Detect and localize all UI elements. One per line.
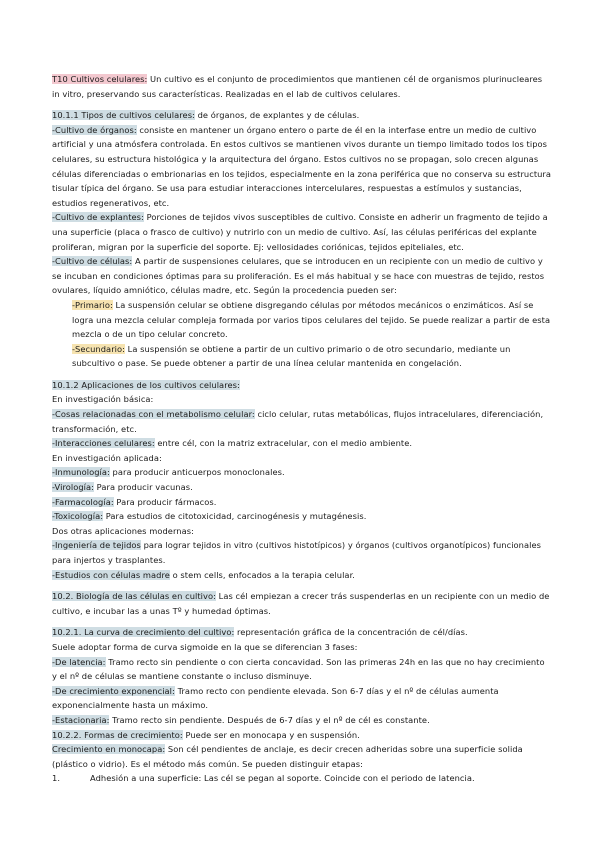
farmacologia-item: [52, 495, 552, 510]
monocapa-paragraph: [52, 742, 552, 771]
etapa-1-number: 1.: [52, 773, 61, 784]
etapa-1-text: Adhesión a una superficie: Las cél se pegan al soporte. Coincide con el periodo de latencia.: [90, 773, 475, 784]
section-1012-heading: [52, 378, 552, 393]
fase-estacionaria-item: [52, 713, 552, 728]
metabolismo-term: -Cosas relacionadas con el metabolismo celular:: [52, 409, 255, 420]
farmacologia-term: -Farmacología:: [52, 496, 114, 507]
farmacologia-text: Para producir fármacos.: [113, 496, 217, 507]
investigacion-aplicada: En investigación aplicada:: [52, 452, 162, 463]
cultivo-explantes-paragraph: [52, 210, 552, 254]
intro-text: Un cultivo es el conjunto de procedimientos que mantienen cél de organismos plurinucleares in vitro, preservando sus características. Realizadas en el lab de cultivos celulares.: [52, 74, 543, 99]
section-1011-subtitle: de órganos, de explantes y de células.: [194, 110, 360, 121]
cultivo-celulas-term: -Cultivo de células:: [52, 256, 133, 267]
fase-exponencial-term: -De crecimiento exponencial:: [52, 685, 175, 696]
investigacion-basica: En investigación básica:: [52, 394, 154, 405]
inmunologia-text: para producir anticuerpos monoclonales.: [109, 467, 285, 478]
etapa-1-item: [52, 771, 552, 786]
section-1011-heading: [52, 108, 552, 123]
cultivo-celulas-paragraph: [52, 254, 552, 298]
ingenieria-item: [52, 538, 552, 567]
fase-latencia-term: -De latencia:: [52, 656, 106, 667]
section-1021-title: 10.2.1. La curva de crecimiento del cultivo:: [52, 627, 235, 638]
interacciones-text: entre cél, con la matriz extracelular, con el medio ambiente.: [154, 438, 413, 449]
fase-estacionaria-term: -Estacionaria:: [52, 714, 110, 725]
section-102-paragraph: [52, 589, 552, 618]
section-102-title: 10.2. Biología de las células en cultivo:: [52, 591, 216, 602]
virologia-item: [52, 480, 552, 495]
toxicologia-term: -Toxicología:: [52, 511, 104, 522]
section-1021-heading: [52, 625, 552, 640]
primario-paragraph: [52, 298, 552, 342]
ingenieria-text: para lograr tejidos in vitro (cultivos histotípicos) y órganos (cultivos organotípicos) funcionales para injertos y trasplantes.: [52, 540, 542, 565]
celulas-madre-term: -Estudios con células madre: [52, 569, 170, 580]
cultivo-organos-text: consiste en mantener un órgano entero o parte de él en la interfase entre un medio de cultivo artificial y una atmósfera controlada. En estos cultivos se mantienen vivos durante un tiempo limitado todos los tipos celulares, su estructura histológica y la arquitectura del órgano. Estos cultivos no se propagan, solo crecen algunas células diferenciadas o embrionarias en los tejidos, especialmente en la zona periférica que no conserva su estructura tisular típica del órgano. Se usa para estudiar interacciones intercelulares, respuestas a estímulos y sustancias, estudios regenerativos, etc.: [52, 124, 552, 208]
document-page: [52, 72, 552, 786]
cultivo-celulas-text: A partir de suspensiones celulares, que se introducen en un recipiente con un medio de cultivo y se incuban en condiciones óptimas para su proliferación. Es el más habitual y se hace con muestras de tejido, restos ovulares, líquido amniótico, células madre, etc. Según la procedencia pueden ser:: [52, 256, 545, 296]
toxicologia-item: [52, 509, 552, 524]
section-1011-title: 10.1.1 Tipos de cultivos celulares:: [52, 110, 195, 121]
fase-latencia-text: Tramo recto sin pendiente o con cierta concavidad. Son las primeras 24h en las que no hay crecimiento y el nº de células se mantiene constante o incluso disminuye.: [52, 656, 545, 682]
metabolismo-text: ciclo celular, rutas metabólicas, flujos intracelulares, diferenciación, transformación, etc.: [52, 409, 544, 434]
celulas-madre-text: o stem cells, enfocados a la terapia celular.: [169, 569, 355, 580]
toxicologia-text: Para estudios de citotoxicidad, carcinogénesis y mutagénesis.: [103, 511, 367, 522]
inmunologia-item: [52, 465, 552, 480]
inmunologia-term: -Inmunología:: [52, 467, 110, 478]
section-1022-text: Puede ser en monocapa y en suspensión.: [182, 729, 360, 740]
monocapa-text: Son cél pendientes de anclaje, es decir crecen adheridas sobre una superficie solida (plástico o vidrio). Es el método más común. Se pueden distinguir etapas:: [52, 744, 523, 769]
interacciones-item: [52, 436, 552, 451]
virologia-term: -Virología:: [52, 482, 94, 493]
section-1022-title: 10.2.2. Formas de crecimiento:: [52, 729, 183, 740]
interacciones-term: -Interacciones celulares:: [52, 438, 155, 449]
ingenieria-term: -Ingeniería de tejidos: [52, 540, 141, 551]
secundario-paragraph: [52, 342, 552, 371]
intro-heading: T10 Cultivos celulares:: [52, 74, 148, 84]
section-1012-title: 10.1.2 Aplicaciones de los cultivos celulares:: [52, 379, 240, 390]
intro-paragraph: [52, 72, 552, 101]
celulas-madre-item: [52, 568, 552, 583]
aplicaciones-modernas: Dos otras aplicaciones modernas:: [52, 525, 194, 536]
primario-text: La suspensión celular se obtiene disgregando células por métodos mecánicos o enzimáticos. Así se logra una mezcla celular compleja formada por varios tipos celulares del tejido. Se puede realizar a partir de esta mezcla o de un tipo celular concreto.: [72, 299, 551, 340]
curva-sigmoide-line: Suele adoptar forma de curva sigmoide en la que se diferencian 3 fases:: [52, 641, 358, 652]
cultivo-explantes-text: Porciones de tejidos vivos susceptibles de cultivo. Consiste en adherir un fragmento de tejido a una superficie (placa o frasco de cultivo) y nutrirlo con un medio de cultivo. Así, las células periféricas del explante proliferan, migran por la superficie del soporte. Ej: vellosidades coriónicas, tejidos epiteliales, etc.: [52, 212, 548, 252]
fase-latencia-item: [52, 655, 552, 684]
fase-exponencial-text: Tramo recto con pendiente elevada. Son 6-7 días y el nº de células aumenta exponencialmente hasta un máximo.: [52, 685, 499, 711]
section-1021-text: representación gráfica de la concentración de cél/días.: [234, 627, 468, 638]
secundario-term: -Secundario:: [72, 343, 125, 354]
monocapa-term: Crecimiento en monocapa:: [52, 744, 166, 755]
section-1022-heading: [52, 728, 552, 743]
cultivo-explantes-term: -Cultivo de explantes:: [52, 212, 144, 223]
cultivo-organos-term: -Cultivo de órganos:: [52, 124, 137, 135]
primario-term: -Primario:: [72, 299, 113, 310]
secundario-text: La suspensión se obtiene a partir de un cultivo primario o de otro secundario, mediante un subcultivo o pase. Se puede obtener a partir de una línea celular mantenida en congelación.: [72, 343, 511, 369]
virologia-text: Para producir vacunas.: [94, 482, 193, 493]
fase-exponencial-item: [52, 684, 552, 713]
fase-estacionaria-text: Tramo recto sin pendiente. Después de 6-7 días y el nº de cél es constante.: [109, 714, 430, 725]
metabolismo-item: [52, 407, 552, 436]
cultivo-organos-paragraph: [52, 123, 552, 211]
section-102-text: Las cél empiezan a crecer trás suspenderlas en un recipiente con un medio de cultivo, e incubar las a unas Tº y humedad óptimas.: [52, 591, 550, 616]
